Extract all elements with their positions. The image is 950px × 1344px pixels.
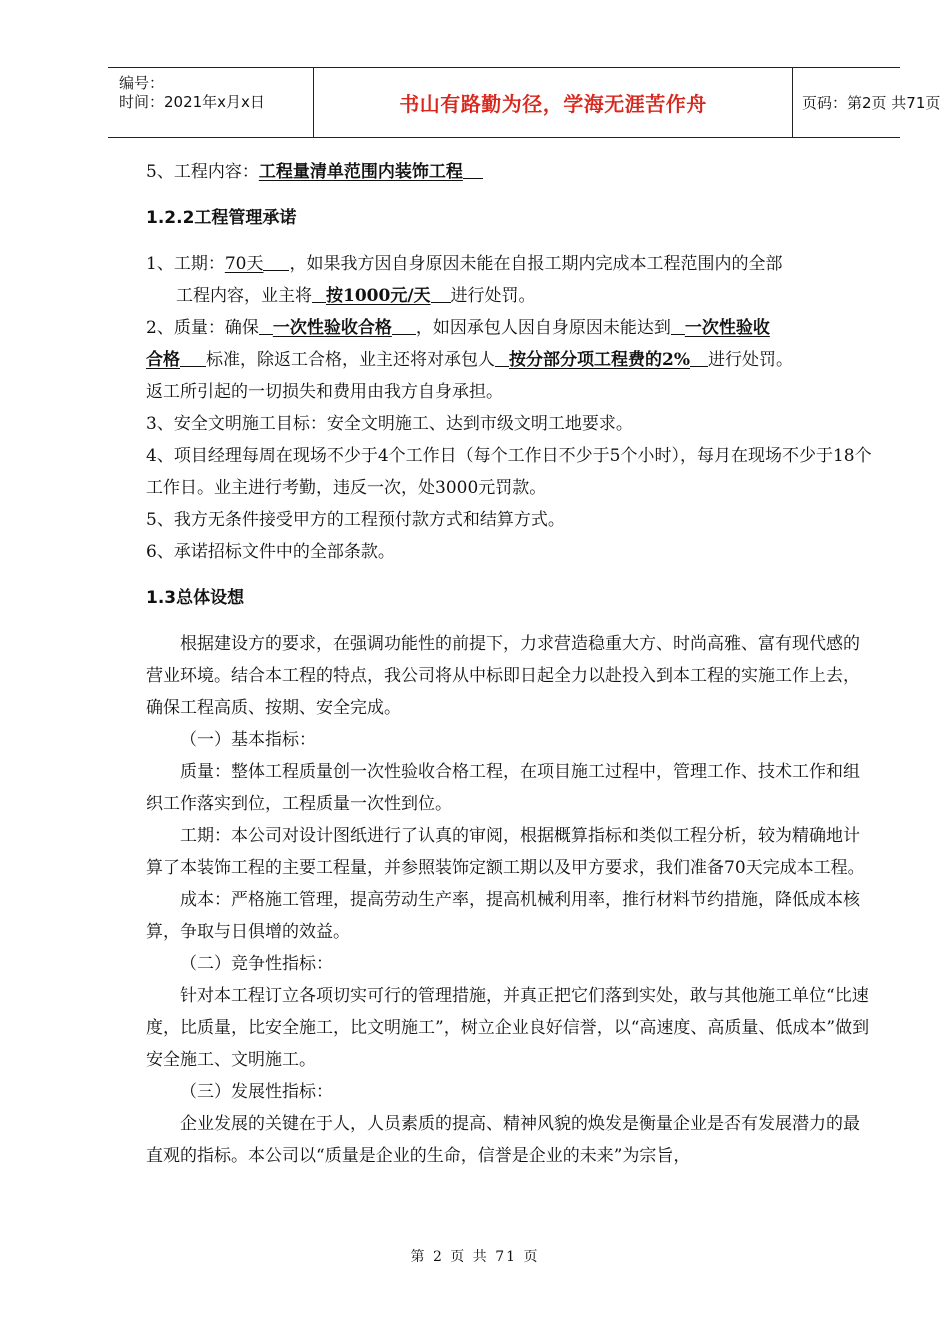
commitment-3: 3、安全文明施工目标：安全文明施工、达到市级文明工地要求。 [146, 414, 633, 434]
page-footer: 第 2 页 共 71 页 [410, 1249, 540, 1265]
commitment-2 [146, 312, 876, 408]
underline-blank [180, 346, 206, 367]
underline-blank [495, 346, 509, 367]
underline-blank [431, 282, 451, 303]
scope-value: 工程量清单范围内装饰工程 [258, 162, 463, 182]
text-run: 标准，除返工合格，业主还将对承包人 [206, 350, 495, 370]
quality-value-2b: 合格 [146, 350, 180, 370]
text-run: 1、工期： [146, 254, 225, 274]
scope-line [146, 156, 876, 188]
motto: 书山有路勤为径，学海无涯苦作舟 [399, 92, 707, 116]
text-run: 进行处罚。 [450, 286, 536, 306]
subheading-competitive: （二）竞争性指标： [180, 954, 333, 974]
paragraph-development: 企业发展的关键在于人，人员素质的提高、精神风貌的焕发是衡量企业是否有发展潜力的最直观的指标。本公司以“质量是企业的生命，信誉是企业的未来”为宗旨， [146, 1114, 860, 1166]
quality-value-2: 一次性验收 [684, 318, 770, 338]
document-body [146, 150, 876, 1172]
paragraph-cost: 成本：严格施工管理，提高劳动生产率，提高机械利用率，推行材料节约措施，降低成本核算，争取与日俱增的效益。 [146, 890, 860, 942]
page-info: 页码：第2页 共71页 [802, 93, 941, 112]
commitment-4: 4、项目经理每周在现场不少于4个工作日（每个工作日不少于5个小时），每月在现场不少于18个工作日。业主进行考勤，违反一次，处3000元罚款。 [146, 446, 872, 498]
penalty-value: 按1000元/天 [326, 286, 431, 306]
underline-blank [671, 314, 685, 335]
text-run: 工程内容，业主将 [176, 286, 312, 306]
header-motto-cell [314, 68, 793, 137]
subheading-development: （三）发展性指标： [180, 1082, 333, 1102]
page-header [108, 67, 941, 138]
underline-blank [463, 158, 483, 179]
commitment-6: 6、承诺招标文件中的全部条款。 [146, 542, 395, 562]
text-run: 进行处罚。 [707, 350, 793, 370]
paragraph-quality: 质量：整体工程质量创一次性验收合格工程，在项目施工过程中，管理工作、技术工作和组织工作落实到位，工程质量一次性到位。 [146, 762, 860, 814]
underline-blank [392, 314, 416, 335]
section-heading-1-3: 1.3总体设想 [146, 588, 245, 608]
subheading-basic: （一）基本指标： [180, 730, 316, 750]
duration-value: 70天 [224, 254, 264, 274]
header-meta-cell [108, 68, 314, 137]
text-run: 2、质量：确保 [146, 318, 259, 338]
commitment-5: 5、我方无条件接受甲方的工程预付款方式和结算方式。 [146, 510, 565, 530]
paragraph-schedule: 工期：本公司对设计图纸进行了认真的审阅，根据概算指标和类似工程分析，较为精确地计算了本装饰工程的主要工程量，并参照装饰定额工期以及甲方要求，我们准备70天完成本工程。 [146, 826, 865, 878]
underline-blank [263, 250, 289, 271]
underline-blank [259, 314, 273, 335]
paragraph-competitive: 针对本工程订立各项切实可行的管理措施，并真正把它们落到实处，敢与其他施工单位“比速度，比质量，比安全施工，比文明施工”，树立企业良好信誉，以“高速度、高质量、低成本”做到安全施工、文明施工。 [146, 986, 870, 1070]
paragraph-overview: 根据建设方的要求，在强调功能性的前提下，力求营造稳重大方、时尚高雅、富有现代感的营业环境。结合本工程的特点，我公司将从中标即日起全力以赴投入到本工程的实施工作上去，确保工程高质、按期、安全完成。 [146, 634, 860, 718]
header-page-cell [793, 68, 941, 137]
penalty-rate: 按分部分项工程费的2% [509, 350, 690, 370]
commitment-1 [146, 248, 876, 280]
text-run: 返工所引起的一切损失和费用由我方自身承担。 [146, 382, 503, 402]
text-run: ，如果我方因自身原因未能在自报工期内完成本工程范围内的全部 [289, 254, 783, 274]
section-heading-1-2-2: 1.2.2工程管理承诺 [146, 208, 297, 228]
time-label: 时间：2021年x月x日 [119, 93, 265, 111]
quality-value: 一次性验收合格 [272, 318, 392, 338]
text-run: ，如因承包人因自身原因未能达到 [415, 318, 671, 338]
scope-label: 5、工程内容： [146, 162, 259, 182]
commitment-1-cont [146, 280, 876, 312]
number-label: 编号： [119, 74, 165, 92]
underline-blank [690, 346, 708, 367]
underline-blank [312, 282, 326, 303]
